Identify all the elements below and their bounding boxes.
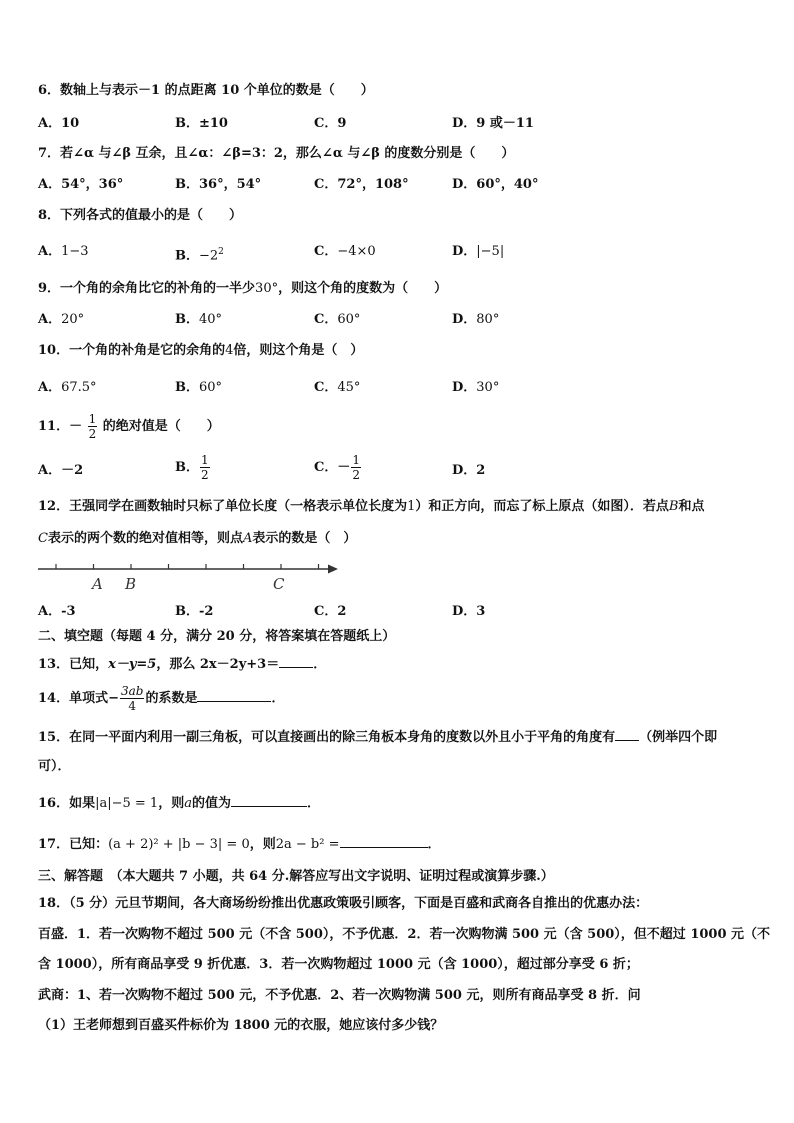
q7-stem: 7．若∠α 与∠β 互余，且∠α：∠β=3：2，那么∠α 与∠β 的度数分别是（ ） [38,146,515,161]
q11-b-numerator: 1 [201,453,209,467]
q17-pre: 17．已知： [38,837,109,852]
q9-d-value: 80° [476,312,500,327]
q8-c-expr: −4×0 [337,244,376,259]
q10-stem [38,342,363,360]
q14 [38,683,285,715]
q11-c-fraction [351,453,361,482]
q7-option-c: C．72°，108° [314,177,409,192]
q16-expr: |a|−5 = 1 [95,796,159,811]
q7-option-d: D．60°，40° [452,177,539,192]
q6-option-c: C．9 [314,116,347,131]
q6-option-a: A．10 [38,116,80,131]
q11-option-c [314,452,362,484]
q16-var: a [184,796,192,811]
axis-label-a: A [92,575,103,592]
q8-b-exponent: 2 [218,247,224,257]
section-2-heading: 二、填空题（每题 4 分，满分 20 分，将答案填在答题纸上） [38,629,396,644]
q10-stem-number: 4 [225,343,234,358]
q9-c-value: 60° [337,312,361,327]
q8-option-b [175,243,224,265]
q17-expr: (a + 2)² + |b − 3| = 0 [108,837,250,852]
q11-numerator: 1 [88,412,97,426]
q10-stem-post: 倍，则这个角是（ ） [233,343,364,358]
q12-line1-mid: ）和正方向，而忘了标上原点（如图）．若点 [415,499,669,514]
q14-pre: 14．单项式− [38,691,119,706]
q8-d-expr: |−5| [476,244,505,259]
q13-post: ． [313,657,327,672]
q12-line1 [38,498,704,516]
q14-post: 的系数是 [145,691,198,706]
q11-fraction [88,412,98,441]
q10-a-value: 67.5° [61,380,97,395]
q9-stem-pre: 9．一个角的余角比它的补角的一半少 [38,281,256,296]
q8-a-expr: 1−3 [61,244,89,259]
q8-d-label: D． [452,244,477,259]
q9-option-d [452,311,499,329]
q8-b-expr: −2 [199,248,219,264]
q14-answer-blank[interactable] [197,689,271,702]
q11-c-numerator: 1 [352,453,360,467]
q9-stem-post: ，则这个角的度数为（ ） [278,281,448,296]
q9-option-b [175,311,222,329]
q14-numerator: 3ab [120,684,144,698]
q11-option-b [175,452,211,484]
q6-option-d: D．9 或－11 [452,116,534,131]
q16-mid: ，则 [158,796,185,811]
q12-line2-post: 表示的两个数的绝对值相等，则点 [47,531,243,546]
q12-option-c: C．2 [314,604,347,619]
q7-option-b: B．36°，54° [175,177,262,192]
q8-b-label: B． [175,248,199,264]
q9-d-label: D． [452,312,477,327]
q11-stem-post: 的绝对值是（ ） [102,419,220,434]
q18-line3: 含 1000），所有商品享受 9 折优惠．3．若一次购物超过 1000 元（含 1000），超过部分享受 6 折； [38,957,639,972]
q9-stem [38,280,447,298]
q10-stem-pre: 10．一个角的补角是它的余角的 [38,343,226,358]
q12-line1-unit: 1 [407,499,416,514]
q18-line2: 百盛．1．若一次购物不超过 500 元（不含 500），不予优惠．2．若一次购物满 500 元（含 500），但不超过 1000 元（不 [38,927,771,942]
q15-answer-blank[interactable] [615,728,639,741]
q10-c-value: 45° [337,380,361,395]
q8-stem: 8．下列各式的值最小的是（ ） [38,208,243,223]
number-line-arrow [328,565,338,574]
q9-a-label: A． [38,312,62,327]
q10-b-label: B． [175,380,199,395]
q12-option-a: A．-3 [38,604,76,619]
q9-option-a [38,311,84,329]
q17-mid: ，则 [249,837,276,852]
q9-option-c [314,311,360,329]
q11-c-denominator: 2 [352,468,360,482]
q15-line1-end: （例举四个即 [639,730,718,745]
q12-number-line-figure [36,558,342,592]
section-3-heading: 三、解答题 （本大题共 7 小题，共 64 分.解答应写出文字说明、证明过程或演算步骤.） [38,869,554,884]
q17-expr2: 2a − b² = [275,837,340,852]
q8-a-label: A． [38,244,62,259]
q12-line1-pre: 12．王强同学在画数轴时只标了单位长度（一格表示单位长度为 [38,499,408,514]
q16-answer-blank[interactable] [231,794,307,807]
q11-option-a: A．－2 [38,463,84,478]
q10-option-c [314,379,360,397]
q10-d-value: 30° [476,380,500,395]
q17-end: ． [427,837,441,852]
q12-line1-post: 和点 [678,499,705,514]
q13-mid: ，那么 2x－2y+3＝ [156,657,280,672]
q15-line1 [38,728,760,747]
q6-stem: 6．数轴上与表示－1 的点距离 10 个单位的数是（ ） [38,83,374,98]
q11-b-label: B． [175,460,199,475]
q8-option-c [314,243,376,261]
q17-answer-blank[interactable] [340,835,428,848]
q9-c-label: C． [314,312,338,327]
q15-line2: 可）． [38,759,71,774]
q9-a-value: 20° [61,312,85,327]
q7-option-a: A．54°，36° [38,177,124,192]
q13-answer-blank[interactable] [279,655,313,668]
q12-point-c-ref: C [38,531,48,546]
q11-denominator: 2 [88,427,97,441]
q10-a-label: A． [38,380,62,395]
q9-b-label: B． [175,312,199,327]
q14-fraction [120,684,144,713]
q9-b-value: 40° [199,312,223,327]
q10-option-a [38,379,97,397]
q12-option-b: B．-2 [175,604,214,619]
q16-pre: 16．如果 [38,796,96,811]
q11-c-label: C．－ [314,460,351,475]
q16 [38,794,320,813]
q15-line1-text: 15．在同一平面内利用一副三角板，可以直接画出的除三角板本身角的度数以外且小于平角的角度有 [38,730,616,745]
q8-option-d [452,243,504,261]
q12-option-d: D．3 [452,604,486,619]
q13-expr: x－y=5 [108,657,157,672]
q10-b-value: 60° [199,380,223,395]
q18-line5: （1）王老师想到百盛买件标价为 1800 元的衣服，她应该付多少钱？ [38,1018,444,1033]
q10-option-d [452,379,499,397]
q8-c-label: C． [314,244,338,259]
q16-post: 的值为 [191,796,231,811]
q11-option-d: D．2 [452,463,486,478]
q14-end: ． [271,691,285,706]
q12-line2-end: 表示的数是（ ） [252,531,357,546]
q18-line4: 武商：1、若一次购物不超过 500 元，不予优惠．2、若一次购物满 500 元，则所有商品享受 8 折．问 [38,988,641,1003]
q18-line1: 18．（5 分）元旦节期间，各大商场纷纷推出优惠政策吸引顾客，下面是百盛和武商各自推出的优惠办法： [38,896,649,911]
q6-option-b: B．±10 [175,116,228,131]
q9-stem-value: 30° [255,281,279,296]
q10-option-b [175,379,222,397]
axis-label-c: C [273,575,285,592]
q11-stem [38,411,220,443]
q12-line2 [38,530,356,548]
q12-point-a-ref: A [242,531,253,546]
q14-denominator: 4 [128,699,137,713]
q17 [38,835,441,854]
q16-end: ． [307,796,321,811]
q10-d-label: D． [452,380,477,395]
q13-pre: 13．已知， [38,657,109,672]
axis-label-b: B [125,575,137,592]
q11-stem-pre: 11．－ [38,419,83,434]
q12-point-b-ref: B [668,499,679,514]
q8-option-a [38,243,89,261]
q13 [38,655,326,674]
q10-c-label: C． [314,380,338,395]
number-line-ticks [56,564,319,569]
q11-b-denominator: 2 [201,468,209,482]
q11-b-fraction [200,453,210,482]
